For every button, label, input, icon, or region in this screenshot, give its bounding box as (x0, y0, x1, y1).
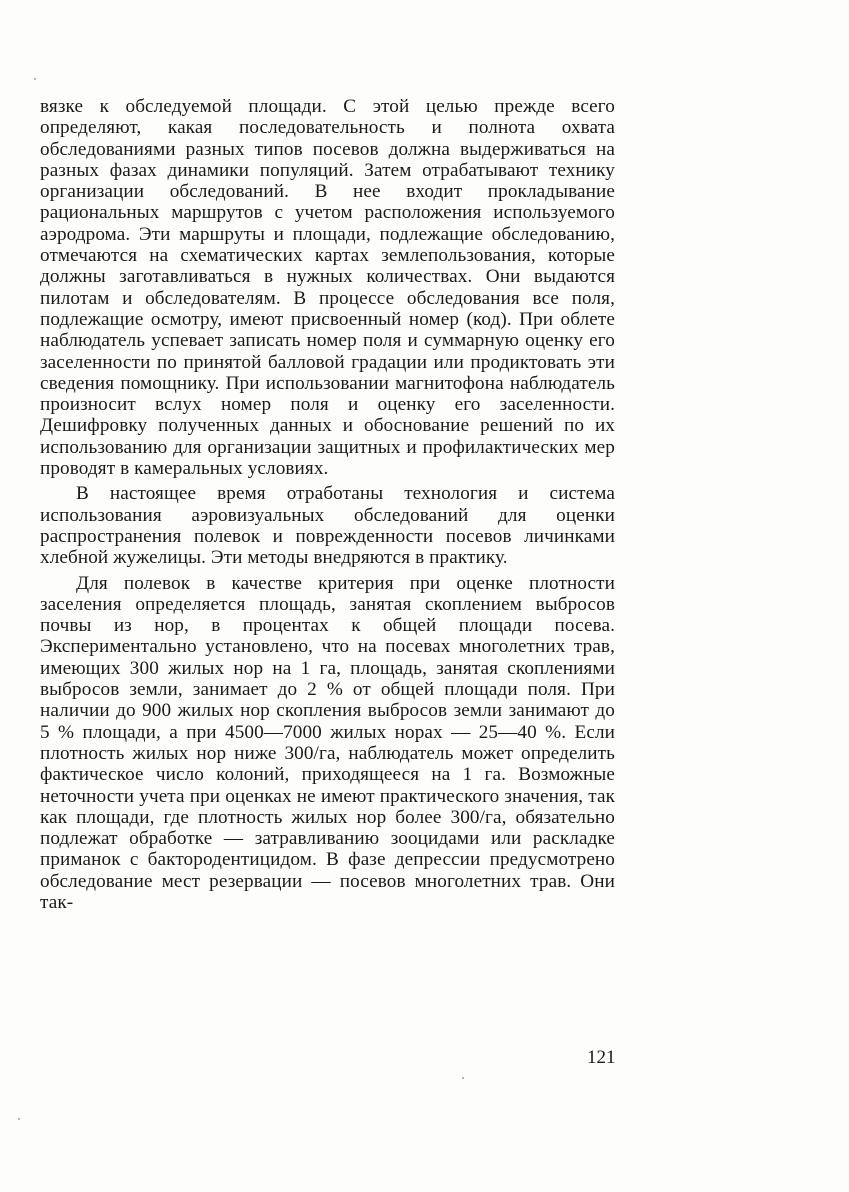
paragraph-1: вязке к обследуемой площади. С этой целью прежде всего определяют, какая последовательность и полнота охвата обследованиями разных типов посевов должна выдерживаться на разных фазах динамики популяций. Затем отрабатывают технику организации обследований. В нее входит прокладывание рациональных маршрутов с учетом расположения используемого аэродрома. Эти маршруты и площади, подлежащие обследованию, отмечаются на схематических картах землепользования, которые должны заготавливаться в нужных количествах. Они выдаются пилотам и обследователям. В процессе обследования все поля, подлежащие осмотру, имеют присвоенный номер (код). При облете наблюдатель успевает записать номер поля и суммарную оценку его заселенности по принятой балловой градации или продиктовать эти сведения помощнику. При использовании магнитофона наблюдатель произносит вслух номер поля и оценку его заселенности. Дешифровку полученных данных и обоснование решений по их использованию для организации защитных и профилактических мер проводят в камеральных условиях. (40, 96, 615, 480)
paragraph-2: В настоящее время отработаны технология и система использования аэровизуальных обследований для оценки распространения полевок и поврежденности посевов личинками хлебной жужелицы. Эти методы внедряются в практику. (40, 483, 615, 569)
paragraph-3: Для полевок в качестве критерия при оценке плотности заселения определяется площадь, занятая скоплением выбросов почвы из нор, в процентах к общей площади посева. Экспериментально установлено, что на посевах многолетних трав, имеющих 300 жилых нор на 1 га, площадь, занятая скоплениями выбросов земли, занимает до 2 % от общей площади поля. При наличии до 900 жилых нор скопления выбросов земли занимают до 5 % площади, а при 4500—7000 жилых норах — 25—40 %. Если плотность жилых нор ниже 300/га, наблюдатель может определить фактическое число колоний, приходящееся на 1 га. Возможные неточности учета при оценках не имеют практического значения, так как площади, где плотность жилых нор более 300/га, обязательно подлежат обработке — затравливанию зооцидами или раскладке приманок с бактородентицидом. В фазе депрессии предусмотрено обследование мест резервации — посевов многолетних трав. Они так- (40, 572, 615, 913)
body-text (40, 96, 615, 913)
scan-speck (34, 78, 36, 80)
page-number: 121 (587, 1047, 616, 1068)
scan-speck (18, 1118, 20, 1120)
scan-speck (462, 1077, 464, 1079)
